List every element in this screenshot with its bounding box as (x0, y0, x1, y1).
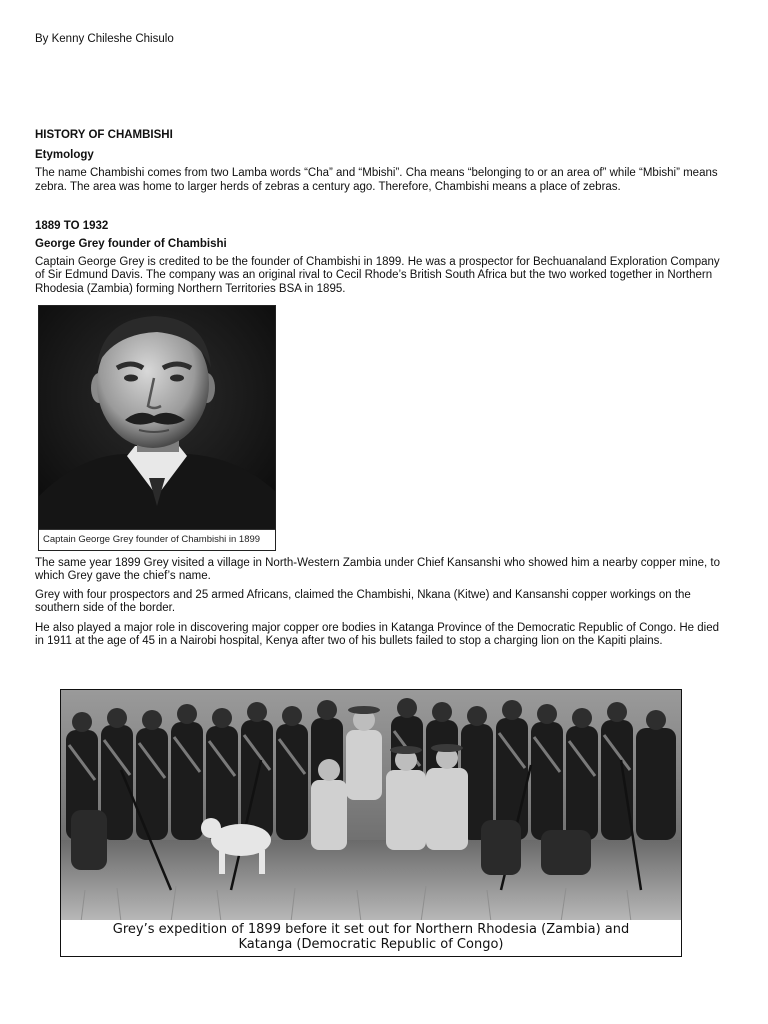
document-body (35, 129, 725, 654)
portrait-photo (38, 305, 276, 551)
expedition-photo (60, 689, 682, 957)
grey-founder-heading: George Grey founder of Chambishi (35, 238, 227, 251)
document-title: HISTORY OF CHAMBISHI (35, 129, 173, 141)
paragraph-katanga: He also played a major role in discovering major copper ore bodies in Katanga Province of the Democratic Republic of Congo. He died in 1911 at the age of 45 in a Nairobi hospital, Kenya after two of his bullets failed to stop a charging lion on the Kapiti plains. (35, 621, 719, 647)
paragraph-claims: Grey with four prospectors and 25 armed Africans, claimed the Chambishi, Nkana (Kitwe) and Kansanshi copper workings on the southern side of the border. (35, 589, 691, 615)
portrait-caption: Captain George Grey founder of Chambishi in 1899 (39, 529, 275, 550)
etymology-paragraph: The name Chambishi comes from two Lamba words “Cha” and “Mbishi”. Cha means “belonging to or an area of” while “Mbishi” means zebra. The area was home to larger herds of zebras a century ago. Therefore, Chambishi means a place of zebras. (35, 167, 718, 193)
etymology-heading: Etymology (35, 149, 94, 162)
expedition-image (61, 690, 681, 922)
portrait-image (39, 306, 275, 530)
expedition-caption-line1: Grey’s expedition of 1899 before it set out for Northern Rhodesia (Zambia) and (112, 922, 630, 937)
expedition-caption-line2: Katanga (Democratic Republic of Congo) (238, 937, 504, 952)
grey-founder-paragraph: Captain George Grey is credited to be the founder of Chambishi in 1899. He was a prospector for Bechuanaland Exploration Company of Sir Edmund Davis. The company was an original rival to Cecil Rhode’s British South Africa but the two worked together in Northern Rhodesia (Zambia) forming Northern Territories BSA in 1895. (35, 256, 720, 295)
expedition-caption (61, 920, 681, 956)
author-byline: By Kenny Chileshe Chisulo (35, 33, 174, 45)
period-heading: 1889 TO 1932 (35, 219, 109, 232)
paragraph-kansanshi: The same year 1899 Grey visited a village in North-Western Zambia under Chief Kansanshi who showed him a nearby copper mine, to which Grey gave the chief’s name. (35, 556, 721, 583)
